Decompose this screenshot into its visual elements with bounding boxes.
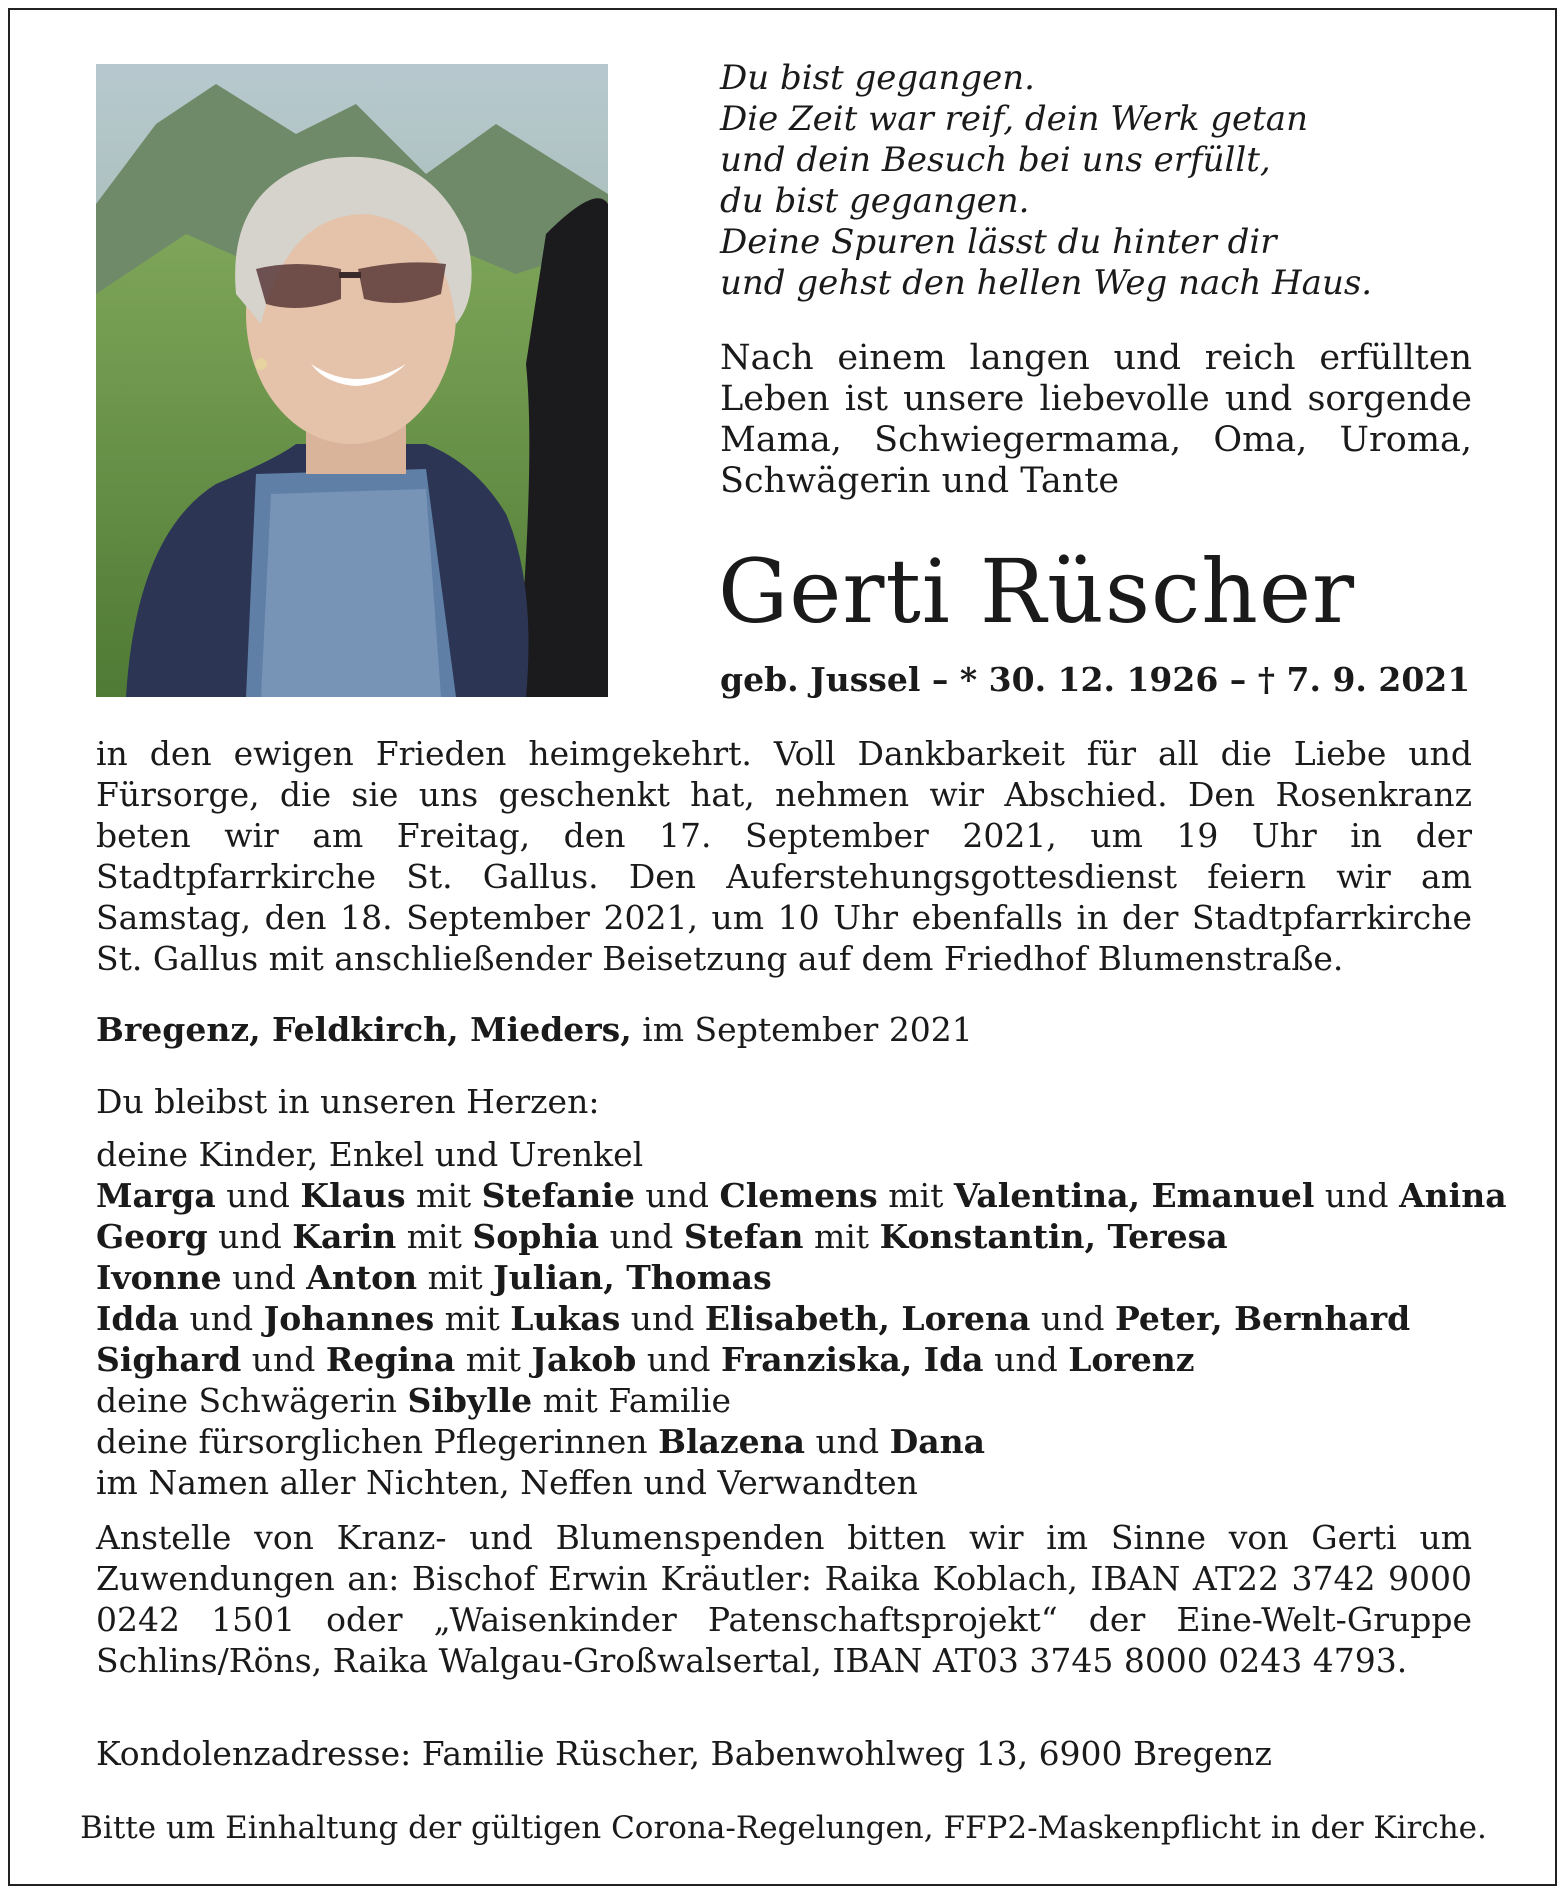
poem [720,58,1480,304]
mourner-connector: und [636,1340,721,1379]
mourner-line [96,1380,1476,1421]
mourner-connector: und [207,1217,293,1256]
deceased-name: Gerti Rüscher [718,540,1356,643]
poem-line: Deine Spuren lässt du hinter dir [720,222,1277,262]
mourner-name: Elisabeth, Lorena [704,1299,1031,1338]
mourner-name: Idda [96,1299,179,1338]
mourner-name: Sighard [96,1340,242,1379]
mourner-line [96,1339,1476,1380]
mourner-connector: und [1314,1176,1400,1215]
portrait-photo [96,64,608,697]
mourner-connector: mit [396,1217,473,1256]
mourner-name: Anton [306,1258,418,1297]
mourners-list [96,1081,1507,1503]
mourner-connector: mit [803,1217,880,1256]
poem-line: du bist gegangen. [720,181,1030,221]
mourner-name: Peter, Bernhard [1114,1299,1411,1338]
mourner-connector: deine Schwägerin [96,1381,408,1420]
mourner-line [96,1298,1476,1339]
mourner-connector: und [241,1340,326,1379]
mourner-name: Stefan [683,1217,804,1256]
mourner-line [96,1216,1476,1257]
mourner-connector: und [634,1176,720,1215]
poem-line: Die Zeit war reif, dein Werk getan [720,99,1308,139]
mourner-connector: deine Kinder, Enkel und Urenkel [96,1135,644,1174]
poem-line: Du bist gegangen. [720,58,1035,98]
mourner-name: Georg [96,1217,208,1256]
mourner-line [96,1175,1507,1216]
donations-paragraph: Anstelle von Kranz- und Blumenspenden bitten wir im Sinne von Gerti um Zuwendungen an: Bischof Erwin Kräutler: Raika Koblach, IBAN AT22 3742 9000 0242 1501 oder „Waisenkinder Patenschaftsprojekt“ der Eine-Welt-Gruppe Schlins/Röns, Raika Walgau-Großwalsertal, IBAN AT03 3745 8000 0243 4793. [96,1518,1472,1680]
mourner-connector: und [983,1340,1069,1379]
place-date-line [96,1010,973,1050]
mourner-name: Marga [96,1176,216,1215]
mourner-connector: und [215,1176,301,1215]
mourner-connector: mit Familie [532,1381,732,1420]
birth-death-dates: geb. Jussel – * 30. 12. 1926 – † 7. 9. 2021 [720,660,1471,699]
mourner-name: Dana [889,1422,985,1461]
mourner-name: Blazena [658,1422,805,1461]
mourner-line [96,1462,1476,1503]
mourner-lines [96,1134,1507,1503]
poem-line: und dein Besuch bei uns erfüllt, [720,140,1271,180]
mourner-connector: und [221,1258,307,1297]
mourner-line [96,1134,1476,1175]
mourner-name: Jakob [531,1340,637,1379]
mourner-name: Lorenz [1068,1340,1195,1379]
mourner-name: Julian, Thomas [493,1258,772,1297]
mourner-name: Valentina, Emanuel [953,1176,1315,1215]
mourner-name: Sibylle [407,1381,533,1420]
mourner-name: Konstantin, Teresa [879,1217,1228,1256]
condolence-address: Kondolenzadresse: Familie Rüscher, Babenwohlweg 13, 6900 Bregenz [96,1734,1272,1773]
mourner-line [96,1421,1476,1462]
poem-line: und gehst den hellen Weg nach Haus. [720,263,1373,303]
mourner-connector: und [599,1217,684,1256]
mourner-connector: mit [417,1258,494,1297]
mourner-name: Regina [325,1340,456,1379]
mourner-connector: mit [455,1340,532,1379]
mourner-connector: und [178,1299,264,1338]
announcement-paragraph: in den ewigen Frieden heimgekehrt. Voll Dankbarkeit für all die Liebe und Fürsorge, die sie uns geschenkt hat, nehmen wir Abschied. Den Rosenkranz beten wir am Freitag, den 17. September 2021, um 19 Uhr in der Stadtpfarrkirche St. Gallus. Den Auferstehungsgottesdienst feiern wir am Samstag, den 18. September 2021, um 10 Uhr ebenfalls in der Stadtpfarrkirche St. Gallus mit anschließender Beisetzung auf dem Friedhof Blumenstraße. [96,734,1472,978]
place-cities: Bregenz, Feldkirch, Mieders, [96,1010,632,1049]
mourner-name: Lukas [510,1299,621,1338]
mourner-connector: und [1030,1299,1115,1338]
mourner-connector: im Namen aller Nichten, Neffen und Verwandten [96,1463,918,1502]
mourner-name: Johannes [263,1299,435,1338]
mourner-connector: und [620,1299,705,1338]
mourner-name: Clemens [719,1176,878,1215]
mourner-connector: und [804,1422,890,1461]
mourner-name: Stefanie [481,1176,635,1215]
mourner-connector: mit [877,1176,954,1215]
mourner-name: Ivonne [96,1258,222,1297]
mourner-name: Klaus [300,1176,406,1215]
mourner-line [96,1257,1476,1298]
mourners-heading: Du bleibst in unseren Herzen: [96,1082,600,1121]
mourner-name: Franziska, Ida [720,1340,984,1379]
intro-paragraph: Nach einem langen und reich erfüllten Leben ist unsere liebevolle und sorgende Mama, Schwiegermama, Oma, Uroma, Schwägerin und Tante [720,338,1472,501]
mourner-name: Karin [292,1217,397,1256]
mourner-connector: mit [434,1299,511,1338]
mourner-name: Sophia [472,1217,600,1256]
place-date: im September 2021 [642,1010,973,1049]
corona-note: Bitte um Einhaltung der gültigen Corona-Regelungen, FFP2-Maskenpflicht in der Kirche. [80,1810,1487,1846]
mourner-connector: deine fürsorglichen Pflegerinnen [96,1422,659,1461]
mourner-connector: mit [405,1176,482,1215]
mourner-name: Anina [1399,1176,1507,1215]
